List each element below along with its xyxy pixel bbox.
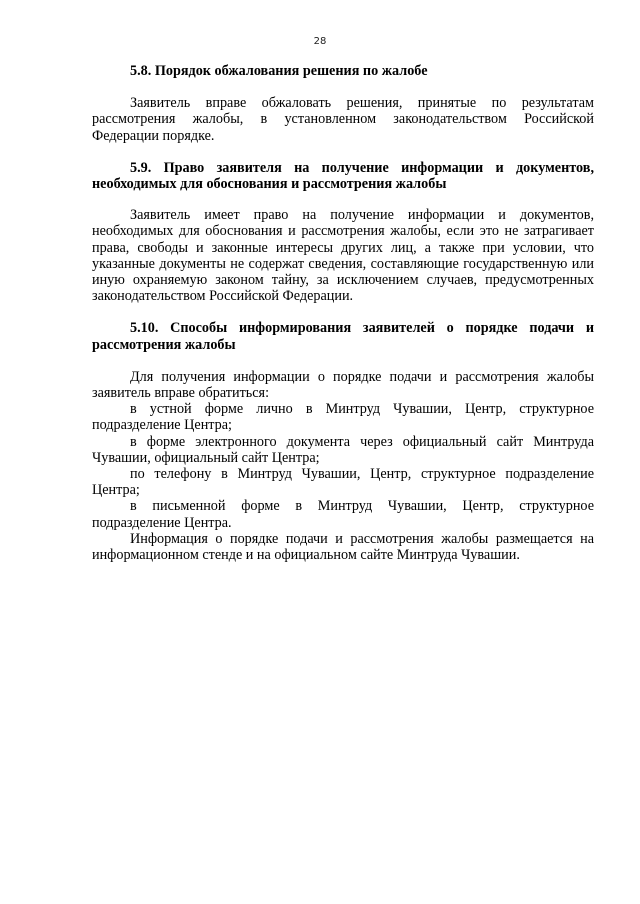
section-5-10-item-written: в письменной форме в Минтруд Чувашии, Центр, структурное подразделение Центра. xyxy=(92,498,594,531)
page-number: 28 xyxy=(313,36,327,47)
section-5-10-item-electronic: в форме электронного документа через официальный сайт Минтруда Чувашии, официальный сайт Центра; xyxy=(92,433,594,466)
document-body xyxy=(92,63,594,563)
section-5-9-paragraph: Заявитель имеет право на получение информации и документов, необходимых для обоснования и рассмотрения жалобы, если это не затрагивает права, свободы и законные интересы других лиц, а также при условии, что указанные документы не содержат сведения, составляющие государственную или иную охраняемую законом тайну, за исключением случаев, предусмотренных законодательством Российской Федерации. xyxy=(92,207,594,305)
section-5-8-paragraph: Заявитель вправе обжаловать решения, принятые по результатам рассмотрения жалобы, в установленном законодательством Российской Федерации порядке. xyxy=(92,95,594,144)
section-5-10-item-phone: по телефону в Минтруд Чувашии, Центр, структурное подразделение Центра; xyxy=(92,466,594,499)
section-heading-5-8: 5.8. Порядок обжалования решения по жалобе xyxy=(130,63,428,79)
section-heading-5-9: 5.9. Право заявителя на получение информации и документов, необходимых для обоснования и рассмотрения жалобы xyxy=(92,159,594,193)
section-5-10-paragraph-intro: Для получения информации о порядке подачи и рассмотрения жалобы заявитель вправе обратиться: xyxy=(92,368,594,402)
section-heading-5-10: 5.10. Способы информирования заявителей о порядке подачи и рассмотрения жалобы xyxy=(92,320,594,353)
section-5-10-paragraph-info: Информация о порядке подачи и рассмотрения жалобы размещается на информационном стенде и на официальном сайте Минтруда Чувашии. xyxy=(92,530,594,564)
section-5-10-item-oral: в устной форме лично в Минтруд Чувашии, Центр, структурное подразделение Центра; xyxy=(92,401,594,434)
